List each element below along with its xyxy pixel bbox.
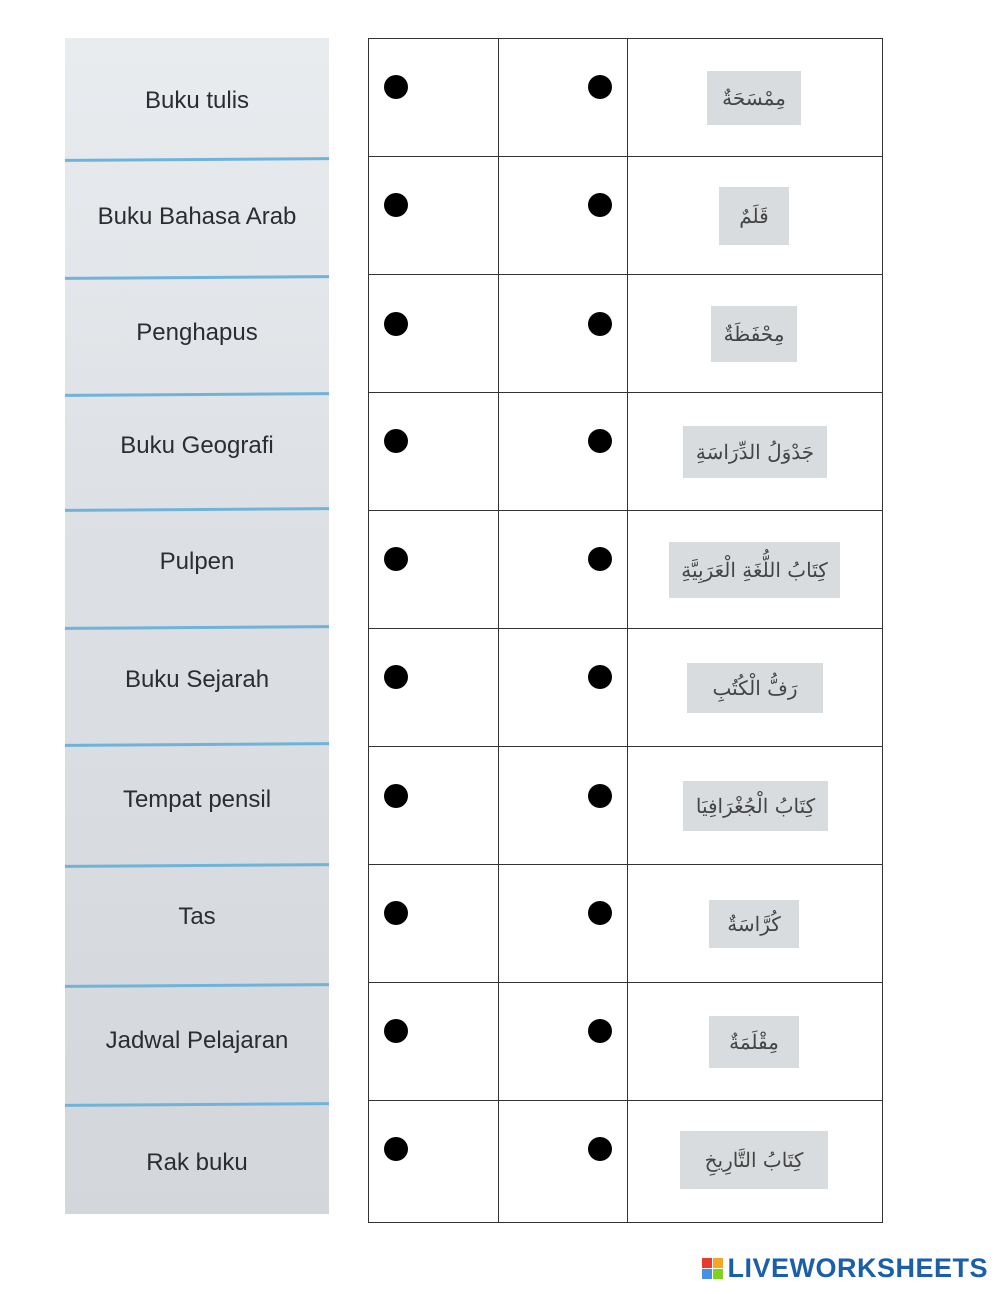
left-match-dot[interactable] (384, 193, 408, 217)
right-match-dot[interactable] (588, 193, 612, 217)
table-row (369, 511, 882, 629)
arabic-word-card: مِمْسَحَةٌ (707, 71, 801, 125)
arabic-word-card: مِقْلَمَةٌ (709, 1016, 799, 1068)
indonesian-word: Buku Sejarah (124, 666, 270, 693)
left-match-dot[interactable] (384, 312, 408, 336)
indonesian-word: Jadwal Pelajaran (105, 1027, 289, 1054)
right-match-dot[interactable] (588, 312, 612, 336)
left-match-dot[interactable] (384, 665, 408, 689)
right-match-dot[interactable] (588, 784, 612, 808)
left-match-dot[interactable] (384, 429, 408, 453)
table-row (369, 865, 882, 983)
right-match-dot[interactable] (588, 1019, 612, 1043)
right-match-dot[interactable] (588, 901, 612, 925)
right-match-dot[interactable] (588, 547, 612, 571)
arabic-word-card: كِتَابُ التَّارِيخِ (680, 1131, 828, 1189)
logo-text: LIVEWORKSHEETS (727, 1253, 988, 1283)
indonesian-word: Buku Bahasa Arab (97, 203, 297, 230)
indonesian-word: Buku tulis (144, 87, 250, 114)
table-row (369, 275, 882, 393)
indonesian-word: Rak buku (146, 1149, 248, 1176)
arabic-word-card: كِتَابُ اللُّغَةِ الْعَرَبِيَّةِ (669, 542, 840, 598)
table-row (369, 629, 882, 747)
table-row (369, 157, 882, 275)
indonesian-word: Buku Geografi (120, 432, 274, 459)
indonesian-word: Pulpen (159, 548, 235, 575)
arabic-word-card: مِحْفَظَةٌ (711, 306, 797, 362)
logo-mark-icon (702, 1258, 723, 1279)
indonesian-word: Penghapus (136, 319, 258, 346)
table-row (369, 1101, 882, 1219)
right-match-dot[interactable] (588, 75, 612, 99)
arabic-word-card: كِتَابُ الْجُغْرَافِيَا (683, 781, 828, 831)
table-row (369, 393, 882, 511)
left-match-dot[interactable] (384, 75, 408, 99)
left-match-dot[interactable] (384, 547, 408, 571)
logo-square (713, 1258, 723, 1268)
arabic-word-card: قَلَمٌ (719, 187, 789, 245)
matching-table (368, 38, 883, 1223)
left-match-dot[interactable] (384, 1019, 408, 1043)
left-match-dot[interactable] (384, 1137, 408, 1161)
liveworksheets-logo (702, 1253, 988, 1284)
indonesian-word: Tas (178, 903, 216, 930)
indonesian-word: Tempat pensil (122, 786, 272, 813)
arabic-word-card: جَدْوَلُ الدِّرَاسَةِ (683, 426, 827, 478)
logo-square (702, 1258, 712, 1268)
left-match-dot[interactable] (384, 784, 408, 808)
left-match-dot[interactable] (384, 901, 408, 925)
table-row (369, 983, 882, 1101)
logo-square (702, 1269, 712, 1279)
indonesian-word-strip (65, 38, 329, 1214)
right-match-dot[interactable] (588, 665, 612, 689)
right-match-dot[interactable] (588, 429, 612, 453)
arabic-word-card: رَفُّ الْكُتُبِ (687, 663, 823, 713)
arabic-word-card: كُرَّاسَةٌ (709, 900, 799, 948)
table-row (369, 747, 882, 865)
right-match-dot[interactable] (588, 1137, 612, 1161)
logo-square (713, 1269, 723, 1279)
table-row (369, 39, 882, 157)
